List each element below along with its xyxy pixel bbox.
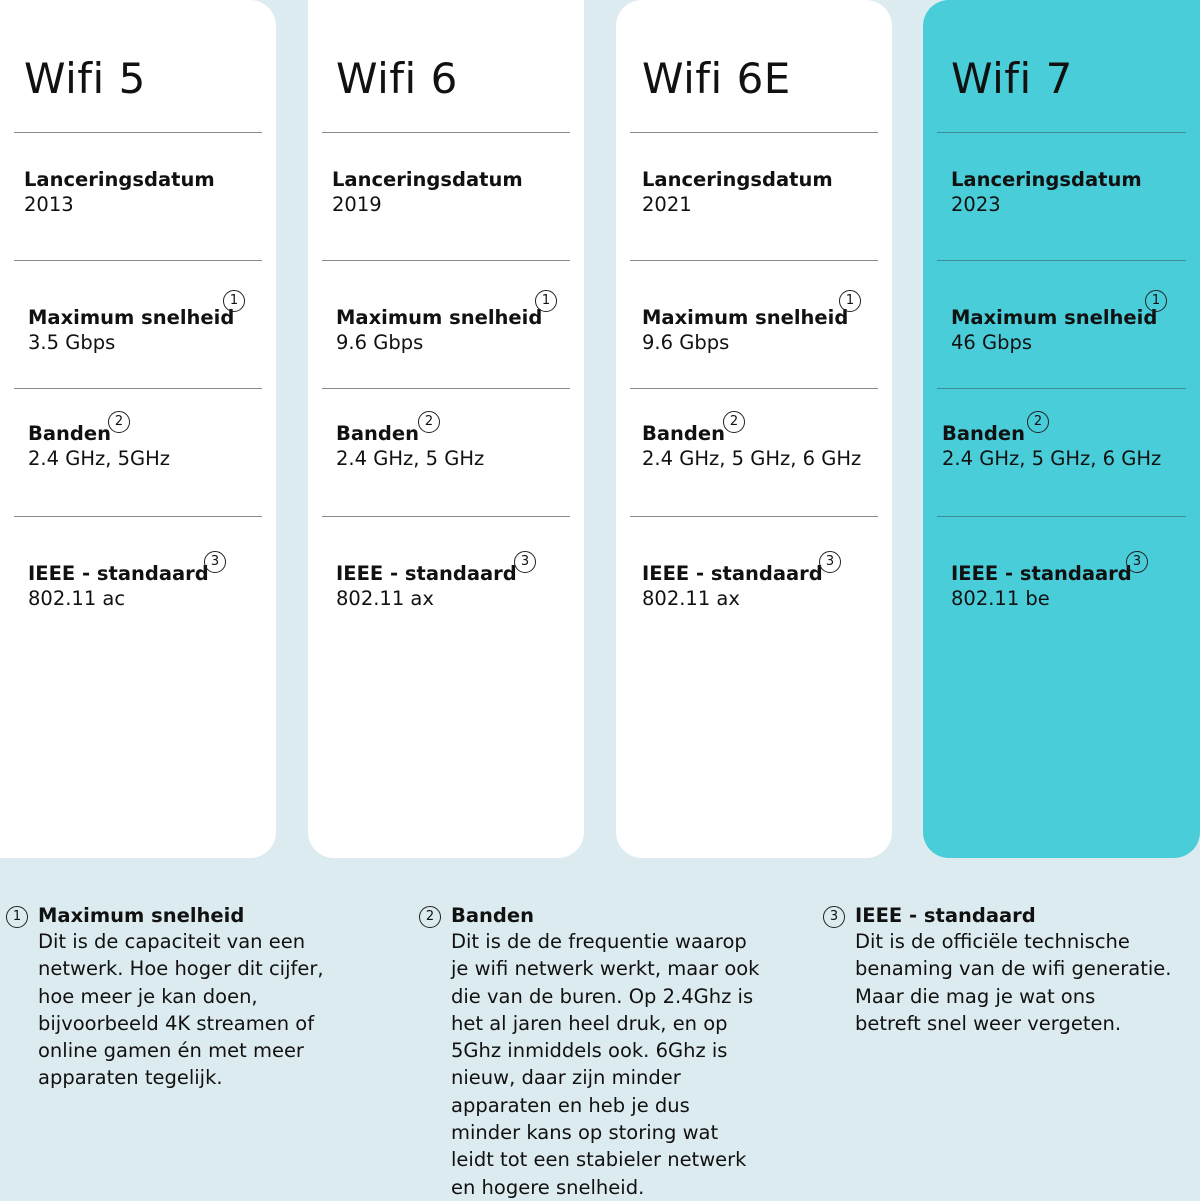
bands-label: Banden: [336, 422, 419, 445]
ieee-label: IEEE - standaard: [336, 562, 517, 585]
speed-field: [951, 306, 1157, 354]
footnote-speed: [12, 904, 324, 1092]
bands-value: 2.4 GHz, 5 GHz, 6 GHz: [642, 447, 862, 470]
divider: [630, 132, 878, 133]
bands-field: [642, 422, 861, 470]
footnote-line: 5Ghz inmiddels ook. 6Ghz is: [451, 1039, 728, 1063]
footnote-title: IEEE - standaard: [855, 904, 1036, 927]
footnote-title: Banden: [451, 904, 534, 927]
footnote-line: hoe meer je kan doen,: [38, 984, 258, 1008]
launch-label: Lanceringsdatum: [951, 168, 1142, 191]
bands-field: [28, 422, 170, 470]
speed-field: [336, 306, 542, 354]
launch-label: Lanceringsdatum: [24, 168, 215, 191]
bands-label: Banden: [942, 422, 1025, 445]
launch-label: Lanceringsdatum: [332, 168, 523, 191]
launch-field: [642, 168, 833, 216]
footnote-line: nieuw, daar zijn minder: [451, 1066, 681, 1090]
speed-value: 9.6 Gbps: [642, 331, 730, 354]
bands-label: Banden: [28, 422, 111, 445]
footnote-2-icon: 2: [723, 411, 745, 433]
divider: [14, 516, 262, 517]
footnote-line: betreft snel weer vergeten.: [855, 1011, 1122, 1035]
divider: [630, 516, 878, 517]
divider: [322, 516, 570, 517]
ieee-value: 802.11 ac: [28, 587, 126, 610]
divider: [937, 388, 1186, 389]
divider: [937, 260, 1186, 261]
card-wifi-5: [0, 0, 276, 858]
footnote-line: apparaten tegelijk.: [38, 1066, 223, 1090]
ieee-field: [336, 562, 517, 610]
launch-value: 2023: [951, 193, 1001, 216]
footnote-line: Dit is de officiële technische: [855, 930, 1130, 953]
bands-label: Banden: [642, 422, 725, 445]
footnote-2-icon: 2: [419, 906, 441, 928]
ieee-label: IEEE - standaard: [28, 562, 209, 585]
ieee-value: 802.11 ax: [642, 587, 740, 610]
speed-label: Maximum snelheid: [642, 306, 849, 329]
footnote-1-icon: 1: [535, 290, 557, 312]
divider: [937, 516, 1186, 517]
launch-field: [332, 168, 523, 216]
footnote-3-icon: 3: [1126, 551, 1148, 573]
ieee-label: IEEE - standaard: [642, 562, 823, 585]
footnote-line: netwerk. Hoe hoger dit cijfer,: [38, 957, 324, 981]
footnote-line: je wifi netwerk werkt, maar ook: [451, 957, 760, 981]
ieee-value: 802.11 be: [951, 587, 1050, 610]
bands-field: [942, 422, 1161, 470]
card-wifi-6: [308, 0, 584, 858]
footnote-body: [855, 928, 1171, 1037]
divider: [630, 388, 878, 389]
footnote-2-icon: 2: [418, 411, 440, 433]
speed-label: Maximum snelheid: [28, 306, 235, 329]
ieee-field: [951, 562, 1132, 610]
footnote-1-icon: 1: [1145, 290, 1167, 312]
speed-field: [642, 306, 848, 354]
footnote-line: het al jaren heel druk, en op: [451, 1011, 728, 1035]
speed-value: 46 Gbps: [951, 331, 1033, 354]
bands-field: [336, 422, 484, 470]
footnote-line: benaming van de wifi generatie.: [855, 957, 1172, 981]
speed-value: 3.5 Gbps: [28, 331, 116, 354]
card-title: Wifi 6: [336, 54, 458, 103]
divider: [14, 260, 262, 261]
footnote-2-icon: 2: [108, 411, 130, 433]
launch-value: 2021: [642, 193, 692, 216]
divider: [322, 132, 570, 133]
footnote-body: [451, 928, 759, 1201]
footnote-title: Maximum snelheid: [38, 904, 245, 927]
speed-value: 9.6 Gbps: [336, 331, 424, 354]
footnote-line: minder kans op storing wat: [451, 1121, 719, 1145]
divider: [322, 388, 570, 389]
divider: [322, 260, 570, 261]
footnote-2-icon: 2: [1027, 411, 1049, 433]
footnote-line: Dit is de capaciteit van een: [38, 930, 306, 953]
card-title: Wifi 6E: [642, 54, 791, 103]
launch-label: Lanceringsdatum: [642, 168, 833, 191]
footnote-bands: [425, 904, 760, 1201]
card-title: Wifi 7: [951, 54, 1073, 103]
launch-field: [951, 168, 1142, 216]
ieee-field: [28, 562, 209, 610]
bands-value: 2.4 GHz, 5 GHz, 6 GHz: [942, 447, 1162, 470]
footnote-line: die van de buren. Op 2.4Ghz is: [451, 984, 754, 1008]
ieee-field: [642, 562, 823, 610]
footnote-3-icon: 3: [514, 551, 536, 573]
ieee-value: 802.11 ax: [336, 587, 434, 610]
card-wifi-6e: [616, 0, 892, 858]
card-title: Wifi 5: [24, 54, 146, 103]
card-wifi-7: [923, 0, 1200, 858]
footnote-3-icon: 3: [823, 906, 845, 928]
footnote-line: Maar die mag je wat ons: [855, 984, 1096, 1008]
footnote-ieee: [829, 904, 1172, 1037]
footnote-line: bijvoorbeeld 4K streamen of: [38, 1011, 315, 1035]
speed-field: [28, 306, 234, 354]
footnote-line: apparaten en heb je dus: [451, 1093, 690, 1117]
speed-label: Maximum snelheid: [336, 306, 543, 329]
footnote-3-icon: 3: [819, 551, 841, 573]
divider: [937, 132, 1186, 133]
launch-field: [24, 168, 215, 216]
bands-value: 2.4 GHz, 5 GHz: [336, 447, 485, 470]
footnote-line: online gamen én met meer: [38, 1039, 304, 1063]
ieee-label: IEEE - standaard: [951, 562, 1132, 585]
footnote-1-icon: 1: [223, 290, 245, 312]
footnote-1-icon: 1: [6, 906, 28, 928]
footnote-3-icon: 3: [204, 551, 226, 573]
footnote-line: Dit is de de frequentie waarop: [451, 930, 747, 953]
bands-value: 2.4 GHz, 5GHz: [28, 447, 171, 470]
divider: [14, 388, 262, 389]
speed-label: Maximum snelheid: [951, 306, 1158, 329]
divider: [630, 260, 878, 261]
footnote-1-icon: 1: [839, 290, 861, 312]
footnote-line: leidt tot een stabieler netwerk: [451, 1148, 747, 1172]
launch-value: 2019: [332, 193, 382, 216]
footnote-line: en hogere snelheid.: [451, 1175, 645, 1199]
footnote-body: [38, 928, 324, 1092]
launch-value: 2013: [24, 193, 74, 216]
divider: [14, 132, 262, 133]
